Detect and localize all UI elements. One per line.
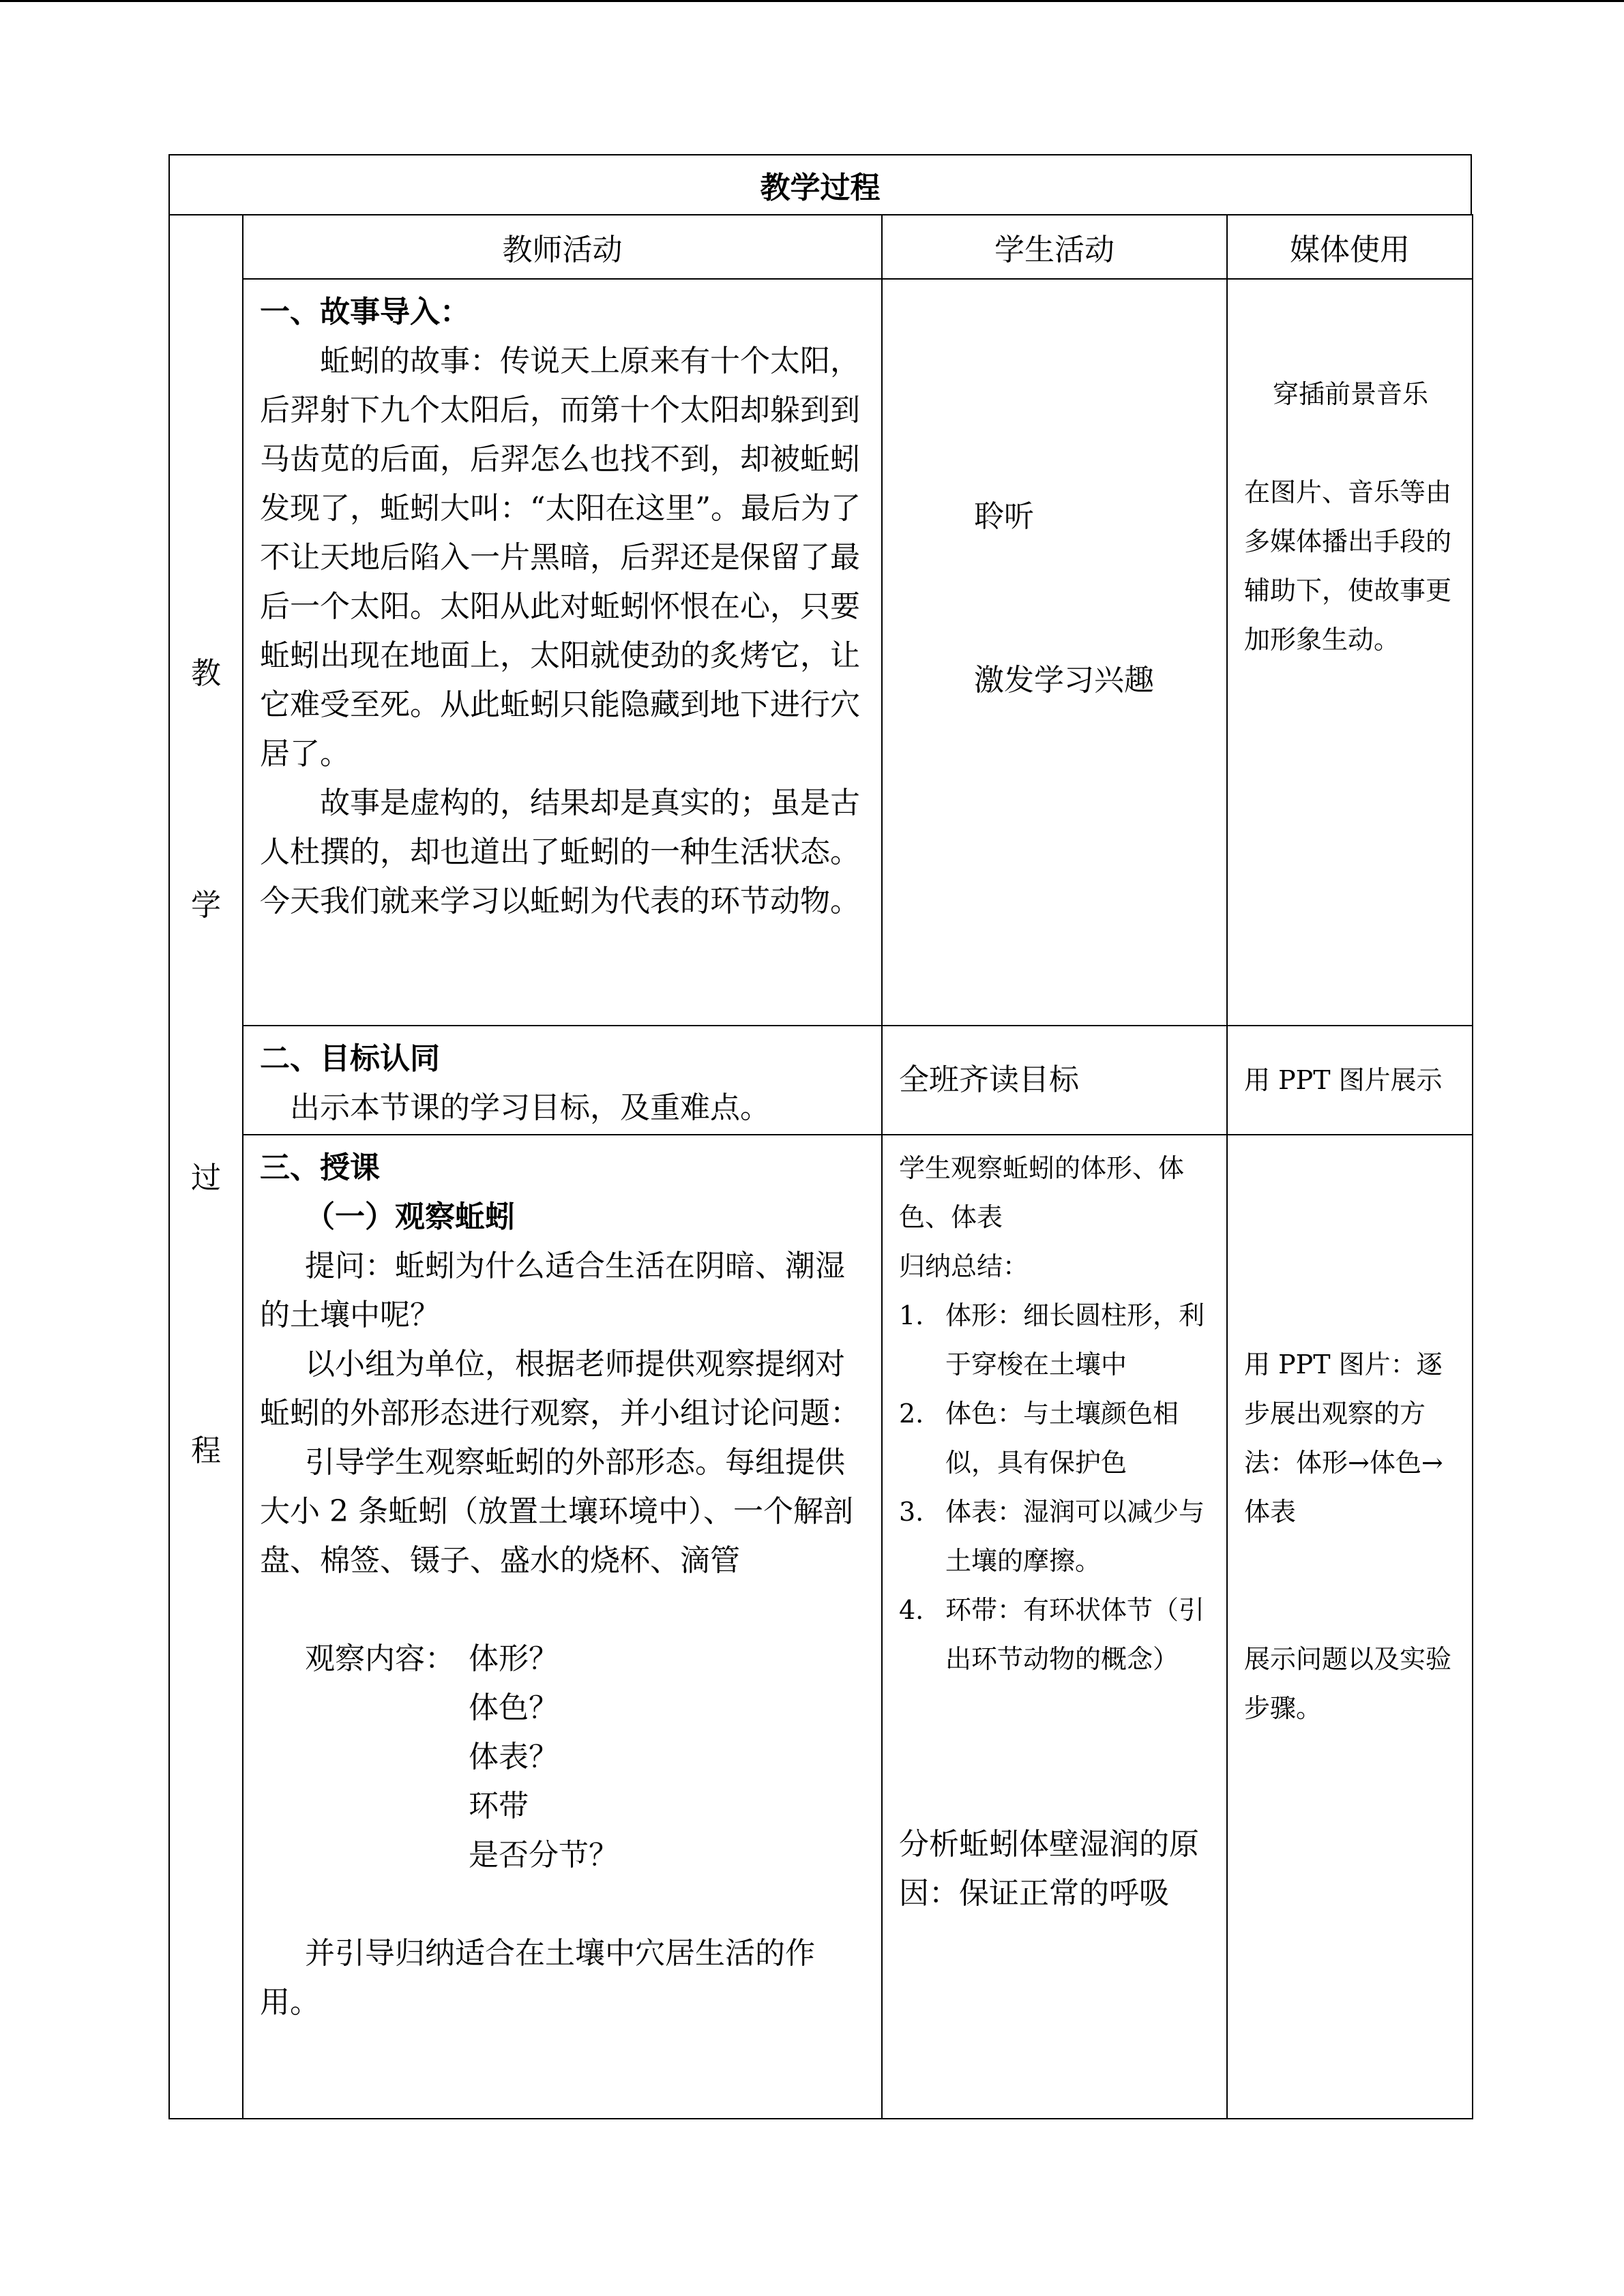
observation-list [469,1635,619,1880]
student-summary-list [899,1291,1213,1684]
section3-question: 提问：蚯蚓为什么适合生活在阴暗、潮湿的土壤中呢？ [260,1249,845,1332]
observation-item: 环带 [469,1789,529,1823]
section2-media: 用 PPT 图片展示 [1244,1065,1443,1095]
page-top-border [0,0,1624,2]
section1-teacher-cell [243,279,882,1026]
section1-heading: 一、故事导入： [260,295,470,329]
header-teacher-activity: 教师活动 [243,215,882,279]
observation-block [260,1635,868,1880]
header-student-activity: 学生活动 [882,215,1227,279]
side-label-char: 学 [191,888,221,923]
section1-student-interest: 激发学习兴趣 [974,663,1154,698]
section3-subheading: （一）观察蚯蚓 [305,1199,515,1234]
section1-student-cell [882,279,1227,1026]
teaching-process-table [168,214,1473,2119]
observation-label: 观察内容： [305,1641,455,1676]
table-title: 教学过程 [168,154,1472,215]
section3-media-steps: 展示问题以及实验步骤。 [1244,1644,1452,1723]
side-label-column [169,215,243,2119]
section3-conclusion: 并引导归纳适合在土壤中穴居生活的作用。 [260,1936,815,2020]
list-item: 2. 体色：与土壤颜色相似，具有保护色 [899,1399,1179,1478]
section1-media-cell [1227,279,1473,1026]
side-label-char: 教 [191,656,221,691]
section2-media-cell [1227,1026,1473,1135]
section2-teacher-cell [243,1026,882,1135]
section3-teacher-cell [243,1135,882,2119]
list-item: 1. 体形：细长圆柱形，利于穿梭在土壤中 [899,1300,1205,1380]
observation-item: 体表？ [469,1740,559,1774]
student-summary-label: 归纳总结： [899,1251,1029,1281]
section1-media-description: 在图片、音乐等由多媒体播出手段的辅助下，使故事更加形象生动。 [1244,477,1452,655]
student-analysis: 分析蚯蚓体壁湿润的原因：保证正常的呼吸 [899,1827,1199,1911]
side-label-char: 过 [191,1161,221,1195]
lesson-plan-document [168,154,1473,2119]
section2-student-cell [882,1026,1227,1135]
section1-media-music: 穿插前景音乐 [1273,379,1429,409]
list-item: 3. 体表：湿润可以减少与土壤的摩擦。 [899,1497,1205,1576]
section1-student-listen: 聆听 [974,499,1034,534]
list-item: 4. 环带：有环状体节（引出环节动物的概念） [899,1595,1205,1674]
student-observe-intro: 学生观察蚯蚓的体形、体色、体表 [899,1153,1185,1232]
observation-item: 是否分节？ [469,1838,619,1873]
section2-student: 全班齐读目标 [899,1062,1079,1097]
section3-guide: 引导学生观察蚯蚓的外部形态。每组提供大小 2 条蚯蚓（放置土壤环境中）、一个解剖盘、棉签、镊子、盛水的烧杯、滴管 [260,1445,853,1578]
section3-media-cell [1227,1135,1473,2119]
section1-summary: 故事是虚构的，结果却是真实的；虽是古人杜撰的，却也道出了蚯蚓的一种生活状态。今天我们就来学习以蚯蚓为代表的环节动物。 [260,786,860,919]
section2-body: 出示本节课的学习目标，及重难点。 [290,1090,770,1125]
side-label-char: 程 [191,1433,221,1468]
section3-heading: 三、授课 [260,1150,380,1185]
section2-heading: 二、目标认同 [260,1041,440,1076]
header-media-use: 媒体使用 [1227,215,1473,279]
observation-item: 体色？ [469,1690,559,1725]
section3-media-ppt: 用 PPT 图片：逐步展出观察的方法：体形→体色→体表 [1244,1350,1443,1527]
section1-story: 蚯蚓的故事：传说天上原来有十个太阳，后羿射下九个太阳后，而第十个太阳却躲到到马齿苋的后面，后羿怎么也找不到，却被蚯蚓发现了，蚯蚓大叫：“太阳在这里”。最后为了不让天地后陷入一片黑暗，后羿还是保留了最后一个太阳。太阳从此对蚯蚓怀恨在心，只要蚯蚓出现在地面上，太阳就使劲的炙烤它，让它难受至死。从此蚯蚓只能隐藏到地下进行穴居了。 [260,344,861,771]
section3-student-cell [882,1135,1227,2119]
section3-group: 以小组为单位，根据老师提供观察提纲对蚯蚓的外部形态进行观察，并小组讨论问题： [260,1347,860,1431]
observation-item: 体形？ [469,1641,559,1676]
